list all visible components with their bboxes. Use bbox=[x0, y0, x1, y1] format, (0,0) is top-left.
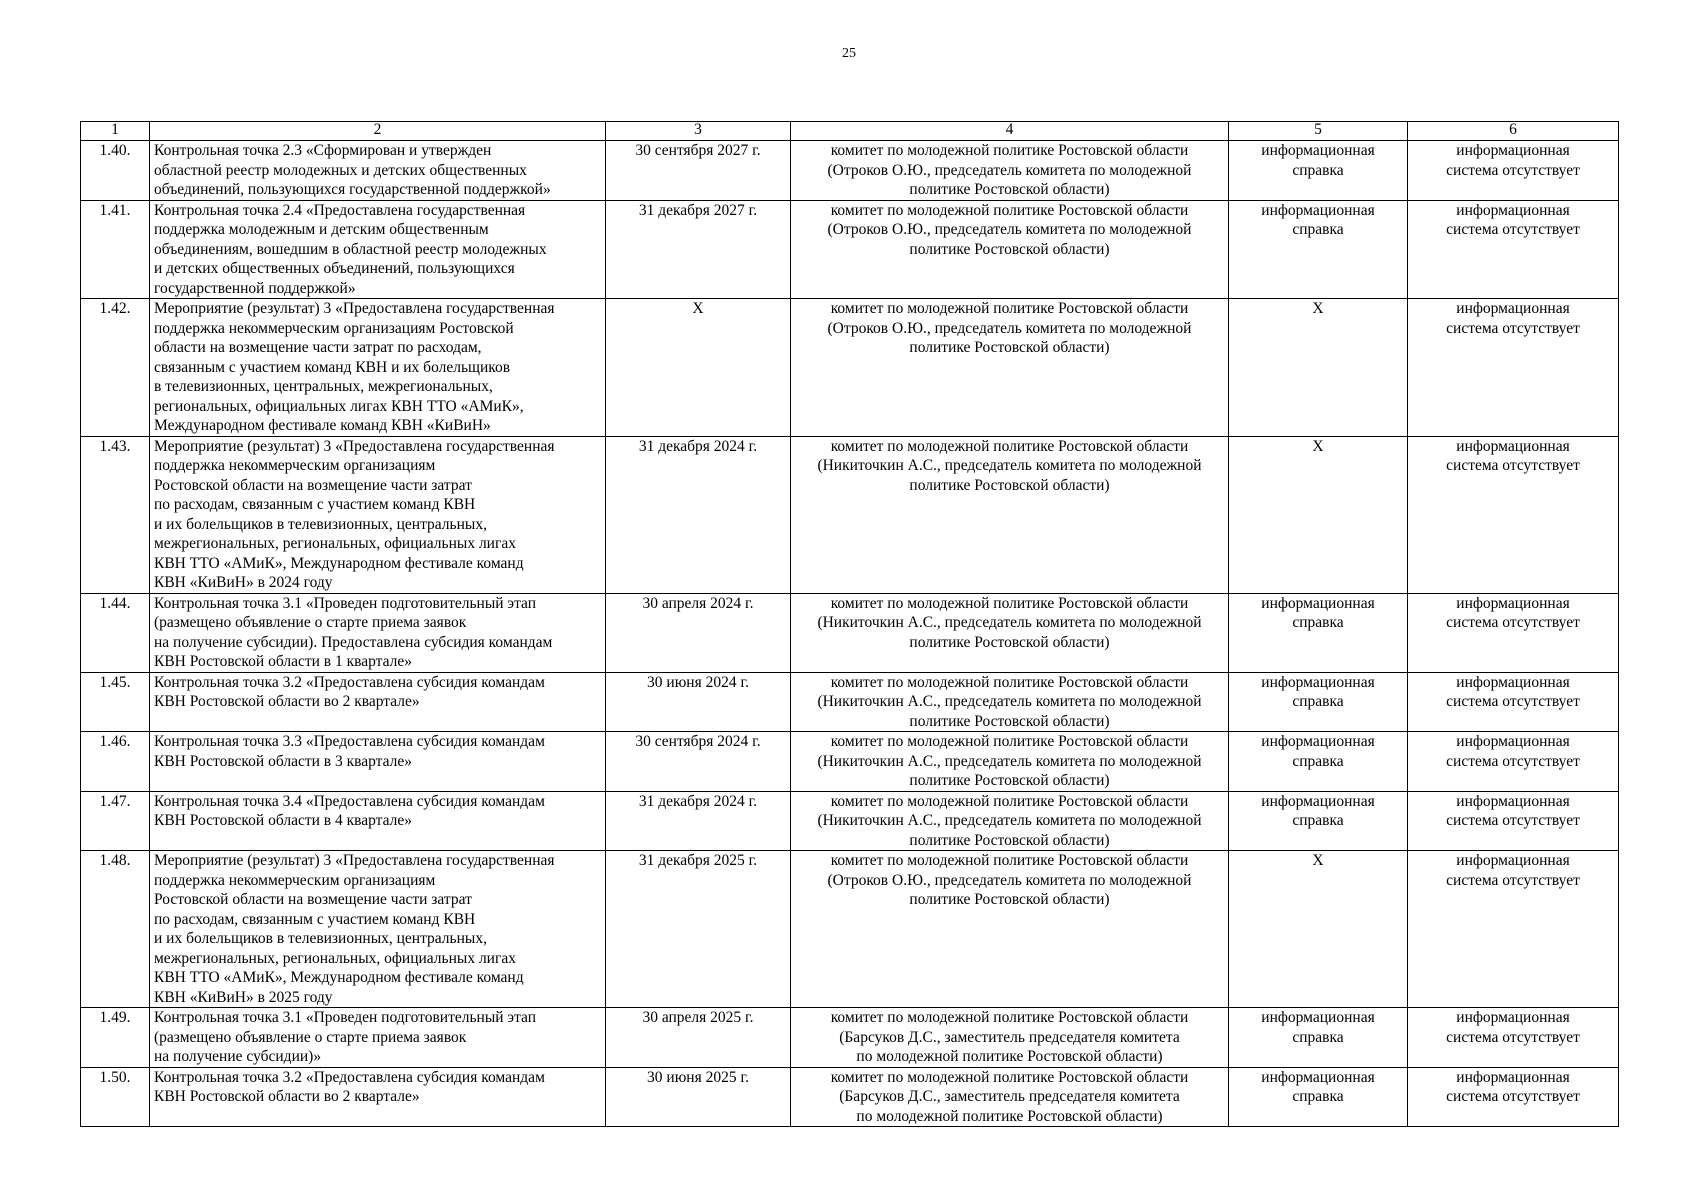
item-name: Мероприятие (результат) 3 «Предоставлена государственная поддержка некоммерческим организациям Ростовской области на возмещение части затрат по расходам, связанным с участием команд КВН и их болельщиков в телевизионных, центральных, межрегиональных, региональных, официальных лигах КВН ТТО «АМиК», Международном фестивале команд КВН «КиВиН» bbox=[150, 299, 606, 437]
page-number: 25 bbox=[842, 46, 856, 61]
row-number: 1.50. bbox=[81, 1067, 150, 1127]
header-row bbox=[81, 122, 1619, 141]
deadline: 31 декабря 2024 г. bbox=[606, 791, 791, 851]
confirming-document: информационная справка bbox=[1229, 1067, 1408, 1127]
responsible: комитет по молодежной политике Ростовской области (Отроков О.Ю., председатель комитета по молодежной политике Ростовской области) bbox=[791, 851, 1229, 1008]
deadline: 30 сентября 2024 г. bbox=[606, 732, 791, 792]
item-name: Контрольная точка 3.3 «Предоставлена субсидия командам КВН Ростовской области в 3 квартале» bbox=[150, 732, 606, 792]
deadline: 31 декабря 2027 г. bbox=[606, 200, 791, 299]
plan-table bbox=[80, 121, 1619, 1127]
confirming-document: информационная справка bbox=[1229, 791, 1408, 851]
table-row bbox=[81, 436, 1619, 593]
responsible: комитет по молодежной политике Ростовской области (Никиточкин А.С., председатель комитета по молодежной политике Ростовской области) bbox=[791, 791, 1229, 851]
confirming-document: информационная справка bbox=[1229, 1008, 1408, 1068]
responsible: комитет по молодежной политике Ростовской области (Отроков О.Ю., председатель комитета по молодежной политике Ростовской области) bbox=[791, 299, 1229, 437]
item-name: Контрольная точка 2.4 «Предоставлена государственная поддержка молодежным и детским общественным объединениям, вошедшим в областной реестр молодежных и детских общественных объединений, пользующихся государственной поддержкой» bbox=[150, 200, 606, 299]
information-system: информационная система отсутствует bbox=[1408, 1067, 1619, 1127]
item-name: Контрольная точка 3.1 «Проведен подготовительный этап (размещено объявление о старте приема заявок на получение субсидии). Предоставлена субсидия командам КВН Ростовской области в 1 квартале» bbox=[150, 593, 606, 672]
deadline: 30 апреля 2024 г. bbox=[606, 593, 791, 672]
information-system: информационная система отсутствует bbox=[1408, 851, 1619, 1008]
confirming-document: информационная справка bbox=[1229, 593, 1408, 672]
confirming-document: информационная справка bbox=[1229, 672, 1408, 732]
confirming-document: информационная справка bbox=[1229, 200, 1408, 299]
deadline: 31 декабря 2024 г. bbox=[606, 436, 791, 593]
table-row bbox=[81, 200, 1619, 299]
item-name: Контрольная точка 2.3 «Сформирован и утвержден областной реестр молодежных и детских общественных объединений, пользующихся государственной поддержкой» bbox=[150, 141, 606, 201]
item-name: Контрольная точка 3.2 «Предоставлена субсидия командам КВН Ростовской области во 2 квартале» bbox=[150, 672, 606, 732]
deadline: Х bbox=[606, 299, 791, 437]
information-system: информационная система отсутствует bbox=[1408, 299, 1619, 437]
confirming-document: информационная справка bbox=[1229, 732, 1408, 792]
row-number: 1.48. bbox=[81, 851, 150, 1008]
confirming-document: Х bbox=[1229, 436, 1408, 593]
row-number: 1.44. bbox=[81, 593, 150, 672]
table-row bbox=[81, 299, 1619, 437]
information-system: информационная система отсутствует bbox=[1408, 200, 1619, 299]
row-number: 1.46. bbox=[81, 732, 150, 792]
header-col-2: 2 bbox=[150, 122, 606, 141]
deadline: 30 апреля 2025 г. bbox=[606, 1008, 791, 1068]
information-system: информационная система отсутствует bbox=[1408, 1008, 1619, 1068]
responsible: комитет по молодежной политике Ростовской области (Барсуков Д.С., заместитель председателя комитета по молодежной политике Ростовской области) bbox=[791, 1008, 1229, 1068]
responsible: комитет по молодежной политике Ростовской области (Никиточкин А.С., председатель комитета по молодежной политике Ростовской области) bbox=[791, 732, 1229, 792]
header-col-5: 5 bbox=[1229, 122, 1408, 141]
information-system: информационная система отсутствует bbox=[1408, 593, 1619, 672]
row-number: 1.43. bbox=[81, 436, 150, 593]
table-row bbox=[81, 593, 1619, 672]
confirming-document: Х bbox=[1229, 851, 1408, 1008]
information-system: информационная система отсутствует bbox=[1408, 791, 1619, 851]
item-name: Контрольная точка 3.2 «Предоставлена субсидия командам КВН Ростовской области во 2 квартале» bbox=[150, 1067, 606, 1127]
header-col-3: 3 bbox=[606, 122, 791, 141]
information-system: информационная система отсутствует bbox=[1408, 672, 1619, 732]
responsible: комитет по молодежной политике Ростовской области (Отроков О.Ю., председатель комитета по молодежной политике Ростовской области) bbox=[791, 141, 1229, 201]
responsible: комитет по молодежной политике Ростовской области (Никиточкин А.С., председатель комитета по молодежной политике Ростовской области) bbox=[791, 672, 1229, 732]
header-col-1: 1 bbox=[81, 122, 150, 141]
header-col-4: 4 bbox=[791, 122, 1229, 141]
row-number: 1.49. bbox=[81, 1008, 150, 1068]
deadline: 30 июня 2024 г. bbox=[606, 672, 791, 732]
table-row bbox=[81, 732, 1619, 792]
confirming-document: информационная справка bbox=[1229, 141, 1408, 201]
item-name: Мероприятие (результат) 3 «Предоставлена государственная поддержка некоммерческим организациям Ростовской области на возмещение части затрат по расходам, связанным с участием команд КВН и их болельщиков в телевизионных, центральных, межрегиональных, региональных, официальных лигах КВН ТТО «АМиК», Международном фестивале команд КВН «КиВиН» в 2024 году bbox=[150, 436, 606, 593]
responsible: комитет по молодежной политике Ростовской области (Барсуков Д.С., заместитель председателя комитета по молодежной политике Ростовской области) bbox=[791, 1067, 1229, 1127]
table-row bbox=[81, 1067, 1619, 1127]
item-name: Контрольная точка 3.4 «Предоставлена субсидия командам КВН Ростовской области в 4 квартале» bbox=[150, 791, 606, 851]
row-number: 1.41. bbox=[81, 200, 150, 299]
information-system: информационная система отсутствует bbox=[1408, 732, 1619, 792]
information-system: информационная система отсутствует bbox=[1408, 436, 1619, 593]
table-row bbox=[81, 672, 1619, 732]
table-row bbox=[81, 791, 1619, 851]
responsible: комитет по молодежной политике Ростовской области (Никиточкин А.С., председатель комитета по молодежной политике Ростовской области) bbox=[791, 436, 1229, 593]
table-row bbox=[81, 851, 1619, 1008]
header-col-6: 6 bbox=[1408, 122, 1619, 141]
table-row bbox=[81, 1008, 1619, 1068]
item-name: Контрольная точка 3.1 «Проведен подготовительный этап (размещено объявление о старте приема заявок на получение субсидии)» bbox=[150, 1008, 606, 1068]
table-row bbox=[81, 141, 1619, 201]
row-number: 1.45. bbox=[81, 672, 150, 732]
item-name: Мероприятие (результат) 3 «Предоставлена государственная поддержка некоммерческим организациям Ростовской области на возмещение части затрат по расходам, связанным с участием команд КВН и их болельщиков в телевизионных, центральных, межрегиональных, региональных, официальных лигах КВН ТТО «АМиК», Международном фестивале команд КВН «КиВиН» в 2025 году bbox=[150, 851, 606, 1008]
responsible: комитет по молодежной политике Ростовской области (Отроков О.Ю., председатель комитета по молодежной политике Ростовской области) bbox=[791, 200, 1229, 299]
deadline: 31 декабря 2025 г. bbox=[606, 851, 791, 1008]
confirming-document: Х bbox=[1229, 299, 1408, 437]
deadline: 30 сентября 2027 г. bbox=[606, 141, 791, 201]
row-number: 1.40. bbox=[81, 141, 150, 201]
responsible: комитет по молодежной политике Ростовской области (Никиточкин А.С., председатель комитета по молодежной политике Ростовской области) bbox=[791, 593, 1229, 672]
row-number: 1.42. bbox=[81, 299, 150, 437]
information-system: информационная система отсутствует bbox=[1408, 141, 1619, 201]
row-number: 1.47. bbox=[81, 791, 150, 851]
deadline: 30 июня 2025 г. bbox=[606, 1067, 791, 1127]
